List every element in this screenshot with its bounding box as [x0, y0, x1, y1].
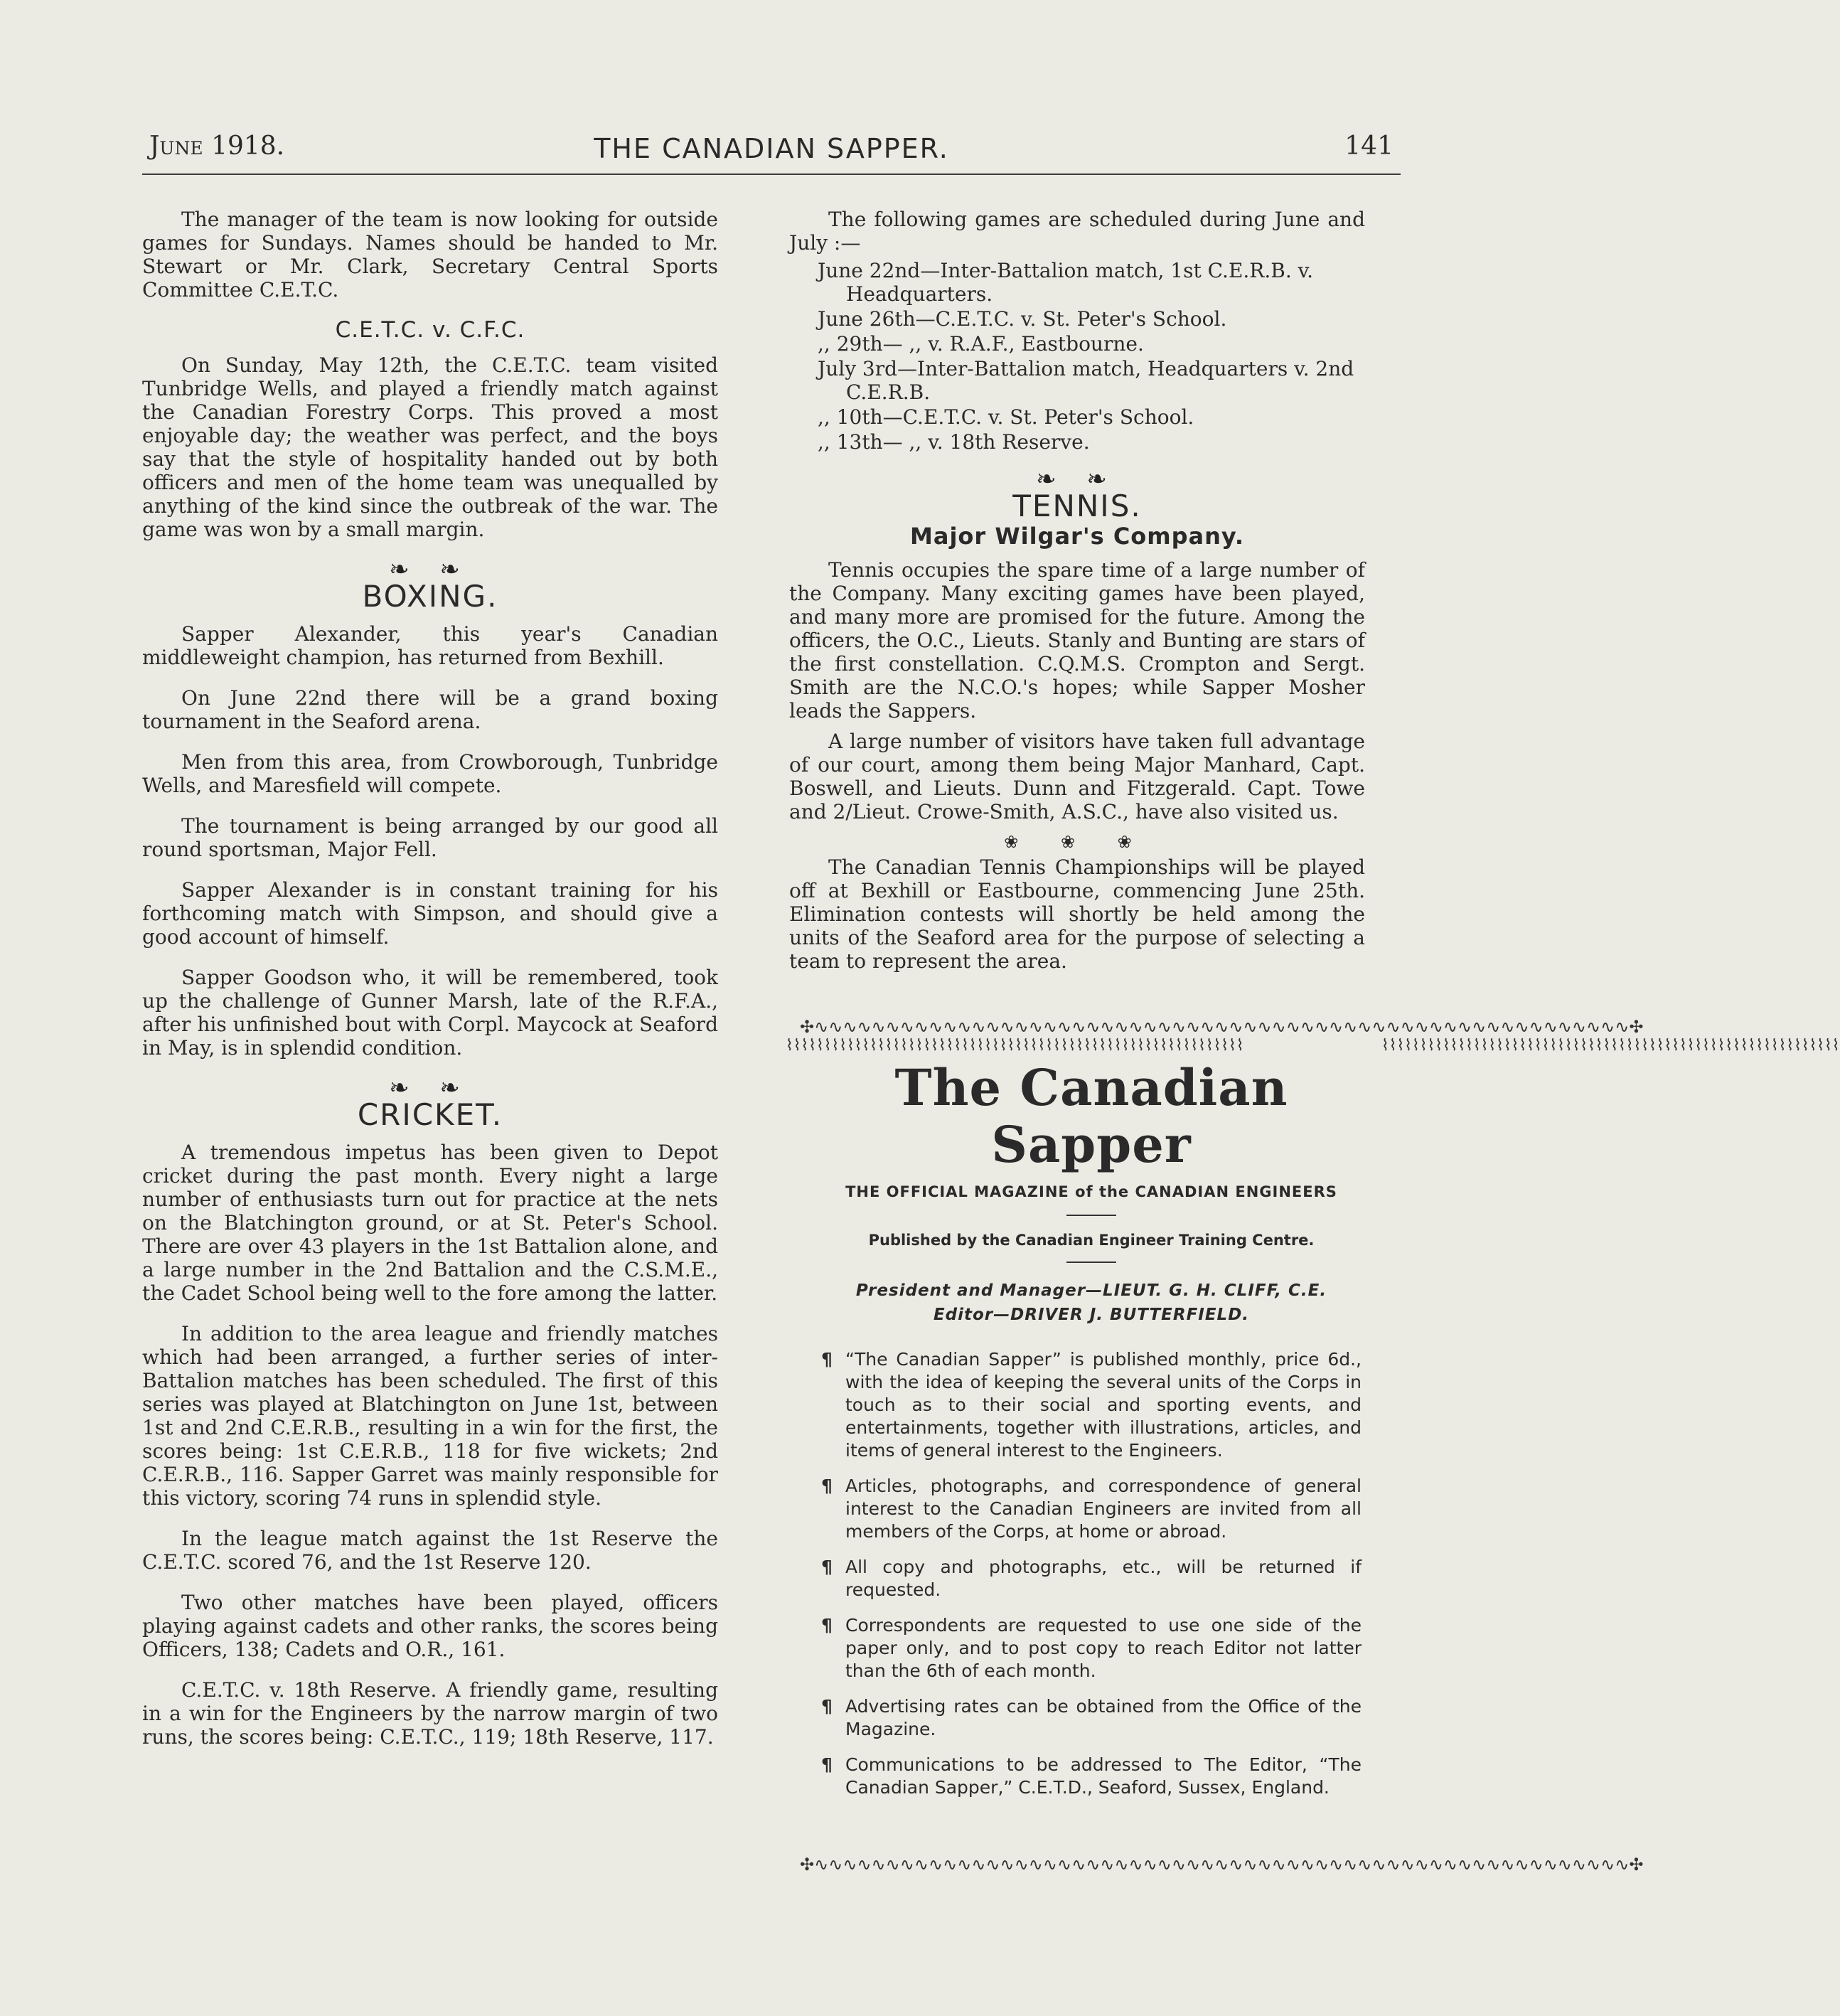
page-number: 141 — [1344, 132, 1394, 161]
advert-separator — [1066, 1262, 1116, 1263]
cricket-heading: CRICKET. — [357, 1097, 503, 1132]
tennis-paragraph: The Canadian Tennis Championships will be played off at Bexhill or Eastbourne, commencing June 25th. Elimination contests will shortly be held among the units of the Seaford area for the purpose of selecting a team to represent the area. — [789, 855, 1365, 973]
left-column — [142, 208, 718, 1766]
fixture-row: June 22nd—Inter-Battalion match, 1st C.E.R.B. v. Headquarters. — [818, 259, 1314, 306]
tennis-paragraph: Tennis occupies the spare time of a large number of the Company. Many exciting games have been played, and many more are promised for the future. Among the officers, the O.C., Lieuts. Stanly and Bunting are stars of the first constellation. C.Q.M.S. Crompton and Sergt. Smith are the N.C.O.'s hopes; while Sapper Mosher leads the Sappers. — [789, 558, 1365, 722]
advert-item — [821, 1556, 1362, 1601]
advert-president: President and Manager—LIEUT. G. H. CLIFF, C.E. — [855, 1281, 1327, 1300]
advert-publisher: Published by the Canadian Engineer Training Centre. — [868, 1232, 1315, 1249]
advert-item-text: All copy and photographs, etc., will be returned if requested. — [845, 1557, 1362, 1600]
fixture-row: ,, 29th— ,, v. R.A.F., Eastbourne. — [818, 332, 1144, 356]
ornamental-border-top: ✣∿∿∿∿∿∿∿∿∿∿∿∿∿∿∿∿∿∿∿∿∿∿∿∿∿∿∿∿∿∿∿∿∿∿∿∿∿∿∿∿∿∿∿∿∿∿∿∿∿∿∿∿∿∿∿∿∿✣ — [800, 1017, 1644, 1037]
pilcrow-icon: ¶ — [821, 1615, 833, 1636]
advert-content — [821, 1060, 1362, 1812]
header-rule — [142, 174, 1401, 175]
right-column — [789, 208, 1365, 980]
cricket-paragraph: In addition to the area league and friendly matches which had been arranged, a further series of inter-Battalion matches has been scheduled. The first of this series was played at Blatchington on June 1st, between 1st and 2nd C.E.R.B., resulting in a win for the first, the scores being: 1st C.E.R.B., 118 for five wickets; 2nd C.E.R.B., 116. Sapper Garret was mainly responsible for this victory, scoring 74 runs in splendid style. — [142, 1322, 718, 1510]
page-header — [142, 132, 1401, 167]
tennis-heading: TENNIS. — [1012, 489, 1142, 523]
advert-staff — [821, 1279, 1362, 1327]
boxing-heading: BOXING. — [362, 579, 498, 614]
ornamental-border-left: ⌇⌇⌇⌇⌇⌇⌇⌇⌇⌇⌇⌇⌇⌇⌇⌇⌇⌇⌇⌇⌇⌇⌇⌇⌇⌇⌇⌇⌇⌇⌇⌇⌇⌇⌇⌇⌇⌇⌇⌇⌇⌇⌇⌇⌇⌇⌇⌇⌇⌇⌇⌇⌇⌇⌇⌇⌇⌇⌇⌇ — [786, 1037, 1244, 1055]
boxing-paragraph: On June 22nd there will be a grand boxing tournament in the Seaford arena. — [142, 686, 718, 733]
boxing-paragraph: The tournament is being arranged by our good all round sportsman, Major Fell. — [142, 814, 718, 861]
cfc-paragraph: On Sunday, May 12th, the C.E.T.C. team visited Tunbridge Wells, and played a friendly match against the Canadian Forestry Corps. This proved a most enjoyable day; the weather was perfect, and the boys say that the style of hospitality handed out by both officers and men of the home team was unequalled by anything of the kind since the outbreak of the war. The game was won by a small margin. — [142, 353, 718, 541]
advert-item-text: Advertising rates can be obtained from the Office of the Magazine. — [845, 1696, 1362, 1739]
magazine-advert-box — [786, 1017, 1840, 1874]
advert-item-text: Articles, photographs, and correspondence of general interest to the Canadian Engineers are invited from all members of the Corps, at home or abroad. — [845, 1476, 1362, 1542]
pilcrow-icon: ¶ — [821, 1557, 833, 1577]
fixture-row: July 3rd—Inter-Battalion match, Headquarters v. 2nd C.E.R.B. — [818, 357, 1354, 404]
boxing-paragraph: Sapper Alexander is in constant training for his forthcoming match with Simpson, and should give a good account of himself. — [142, 878, 718, 949]
ornament-divider: ❧ ❧ — [389, 555, 471, 584]
cricket-paragraph: A tremendous impetus has been given to Depot cricket during the past month. Every night a large number of enthusiasts turn out for practice at the nets on the Blatchington ground, or at St. Peter's School. There are over 43 players in the 1st Battalion alone, and a large number in the 2nd Battalion and the C.S.M.E., the Cadet School being well to the fore among the latter. — [142, 1141, 718, 1305]
boxing-paragraph: Sapper Alexander, this year's Canadian middleweight champion, has returned from Bexhill. — [142, 622, 718, 669]
advert-item — [821, 1348, 1362, 1462]
ornament-divider: ❧ ❧ — [389, 1074, 471, 1102]
pilcrow-icon: ¶ — [821, 1476, 833, 1496]
fixture-row: June 26th—C.E.T.C. v. St. Peter's School. — [818, 307, 1227, 331]
advert-item — [821, 1695, 1362, 1741]
ornamental-border-bottom: ✣∿∿∿∿∿∿∿∿∿∿∿∿∿∿∿∿∿∿∿∿∿∿∿∿∿∿∿∿∿∿∿∿∿∿∿∿∿∿∿∿∿∿∿∿∿∿∿∿∿∿∿∿∿∿∿∿∿✣ — [800, 1855, 1644, 1874]
stars-divider: ❀ ❀ ❀ — [1004, 832, 1150, 852]
cfc-heading: C.E.T.C. v. C.F.C. — [335, 317, 525, 343]
cricket-paragraph: In the league match against the 1st Reserve the C.E.T.C. scored 76, and the 1st Reserve 120. — [142, 1527, 718, 1574]
magazine-title: THE CANADIAN SAPPER. — [594, 133, 949, 164]
boxing-paragraph: Men from this area, from Crowborough, Tunbridge Wells, and Maresfield will compete. — [142, 750, 718, 797]
advert-item — [821, 1754, 1362, 1799]
intro-paragraph: The manager of the team is now looking for outside games for Sundays. Names should be handed to Mr. Stewart or Mr. Clark, Secretary Central Sports Committee C.E.T.C. — [142, 208, 718, 302]
advert-item — [821, 1475, 1362, 1543]
fixture-row: ,, 10th—C.E.T.C. v. St. Peter's School. — [818, 405, 1194, 429]
advert-item — [821, 1614, 1362, 1682]
ornament-divider: ❧ ❧ — [1036, 465, 1118, 494]
advert-item-text: Correspondents are requested to use one side of the paper only, and to post copy to reach Editor not latter than the 6th of each month. — [845, 1615, 1362, 1681]
advert-separator — [1066, 1215, 1116, 1216]
pilcrow-icon: ¶ — [821, 1754, 833, 1775]
advert-item-text: “The Canadian Sapper” is published monthly, price 6d., with the idea of keeping the several units of the Corps in touch as to their social and sporting events, and entertainments, together with illustrations, articles, and items of general interest to the Engineers. — [845, 1349, 1362, 1461]
tennis-subheading: Major Wilgar's Company. — [910, 523, 1244, 550]
cricket-paragraph: Two other matches have been played, officers playing against cadets and other ranks, the scores being Officers, 138; Cadets and O.R., 161. — [142, 1591, 718, 1661]
fixture-schedule — [789, 259, 1365, 454]
issue-date: June 1918. — [149, 132, 285, 161]
advert-item-text: Communications to be addressed to The Editor, “The Canadian Sapper,” C.E.T.D., Seaford, Sussex, England. — [845, 1754, 1362, 1798]
ornamental-border-right: ⌇⌇⌇⌇⌇⌇⌇⌇⌇⌇⌇⌇⌇⌇⌇⌇⌇⌇⌇⌇⌇⌇⌇⌇⌇⌇⌇⌇⌇⌇⌇⌇⌇⌇⌇⌇⌇⌇⌇⌇⌇⌇⌇⌇⌇⌇⌇⌇⌇⌇⌇⌇⌇⌇⌇⌇⌇⌇⌇⌇ — [1381, 1037, 1840, 1055]
cricket-paragraph: C.E.T.C. v. 18th Reserve. A friendly game, resulting in a win for the Engineers by the narrow margin of two runs, the scores being: C.E.T.C., 119; 18th Reserve, 117. — [142, 1678, 718, 1749]
advert-subtitle: THE OFFICIAL MAGAZINE of the CANADIAN ENGINEERS — [845, 1183, 1337, 1200]
advert-editor: Editor—DRIVER J. BUTTERFIELD. — [933, 1306, 1250, 1324]
schedule-intro: The following games are scheduled during June and July :— — [789, 208, 1365, 255]
tennis-paragraph: A large number of visitors have taken full advantage of our court, among them being Major Manhard, Capt. Boswell, and Lieuts. Dunn and Fitzgerald. Capt. Towe and 2/Lieut. Crowe-Smith, A.S.C., have also visited us. — [789, 730, 1365, 823]
pilcrow-icon: ¶ — [821, 1349, 833, 1370]
advert-title: The Canadian Sapper — [894, 1058, 1288, 1174]
boxing-paragraph: Sapper Goodson who, it will be remembered, took up the challenge of Gunner Marsh, late of the R.F.A., after his unfinished bout with Corpl. Maycock at Seaford in May, is in splendid condition. — [142, 966, 718, 1060]
pilcrow-icon: ¶ — [821, 1696, 833, 1717]
fixture-row: ,, 13th— ,, v. 18th Reserve. — [818, 430, 1090, 454]
